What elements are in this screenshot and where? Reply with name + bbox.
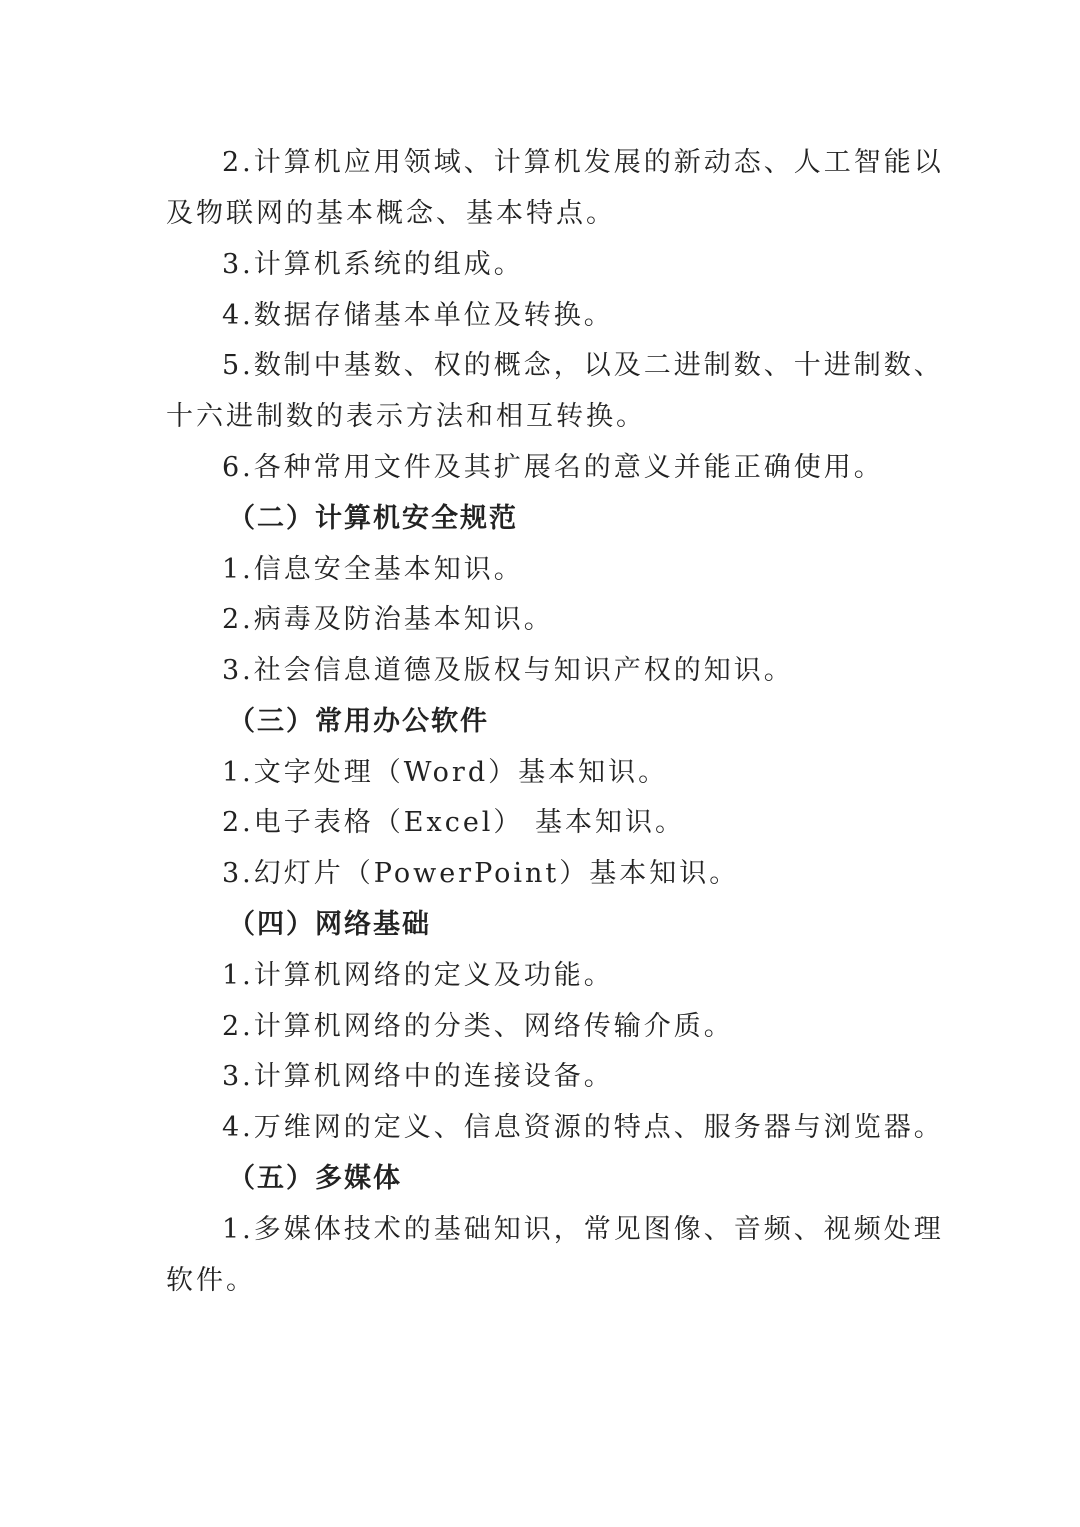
paragraph-line: 十六进制数的表示方法和相互转换。 — [166, 401, 646, 432]
paragraph-line: 4.数据存储基本单位及转换。 — [222, 300, 614, 331]
paragraph-line: 6.各种常用文件及其扩展名的意义并能正确使用。 — [222, 452, 884, 483]
paragraph-line: 1.信息安全基本知识。 — [222, 554, 524, 585]
paragraph-line: 2.电子表格（Excel） 基本知识。 — [222, 807, 686, 838]
paragraph-line: 1.文字处理（Word）基本知识。 — [222, 757, 669, 788]
section-heading: （二）计算机安全规范 — [228, 503, 518, 534]
paragraph-line: 4.万维网的定义、信息资源的特点、服务器与浏览器。 — [222, 1112, 944, 1143]
paragraph-line: 3.计算机系统的组成。 — [222, 249, 524, 280]
paragraph-line: 3.计算机网络中的连接设备。 — [222, 1061, 614, 1092]
paragraph-line: 2.计算机应用领域、计算机发展的新动态、人工智能以 — [222, 147, 944, 178]
paragraph-line: 1.计算机网络的定义及功能。 — [222, 960, 614, 991]
paragraph-line: 3.社会信息道德及版权与知识产权的知识。 — [222, 655, 794, 686]
paragraph-line: 1.多媒体技术的基础知识，常见图像、音频、视频处理 — [222, 1214, 944, 1245]
paragraph-line: 及物联网的基本概念、基本特点。 — [166, 198, 616, 229]
paragraph-line: 软件。 — [166, 1265, 256, 1296]
section-heading: （三）常用办公软件 — [228, 706, 489, 737]
paragraph-line: 5.数制中基数、权的概念，以及二进制数、十进制数、 — [222, 350, 944, 381]
paragraph-line: 2.计算机网络的分类、网络传输介质。 — [222, 1011, 734, 1042]
section-heading: （四）网络基础 — [228, 909, 431, 940]
paragraph-line: 3.幻灯片（PowerPoint）基本知识。 — [222, 858, 740, 889]
section-heading: （五）多媒体 — [228, 1163, 402, 1194]
paragraph-line: 2.病毒及防治基本知识。 — [222, 604, 554, 635]
